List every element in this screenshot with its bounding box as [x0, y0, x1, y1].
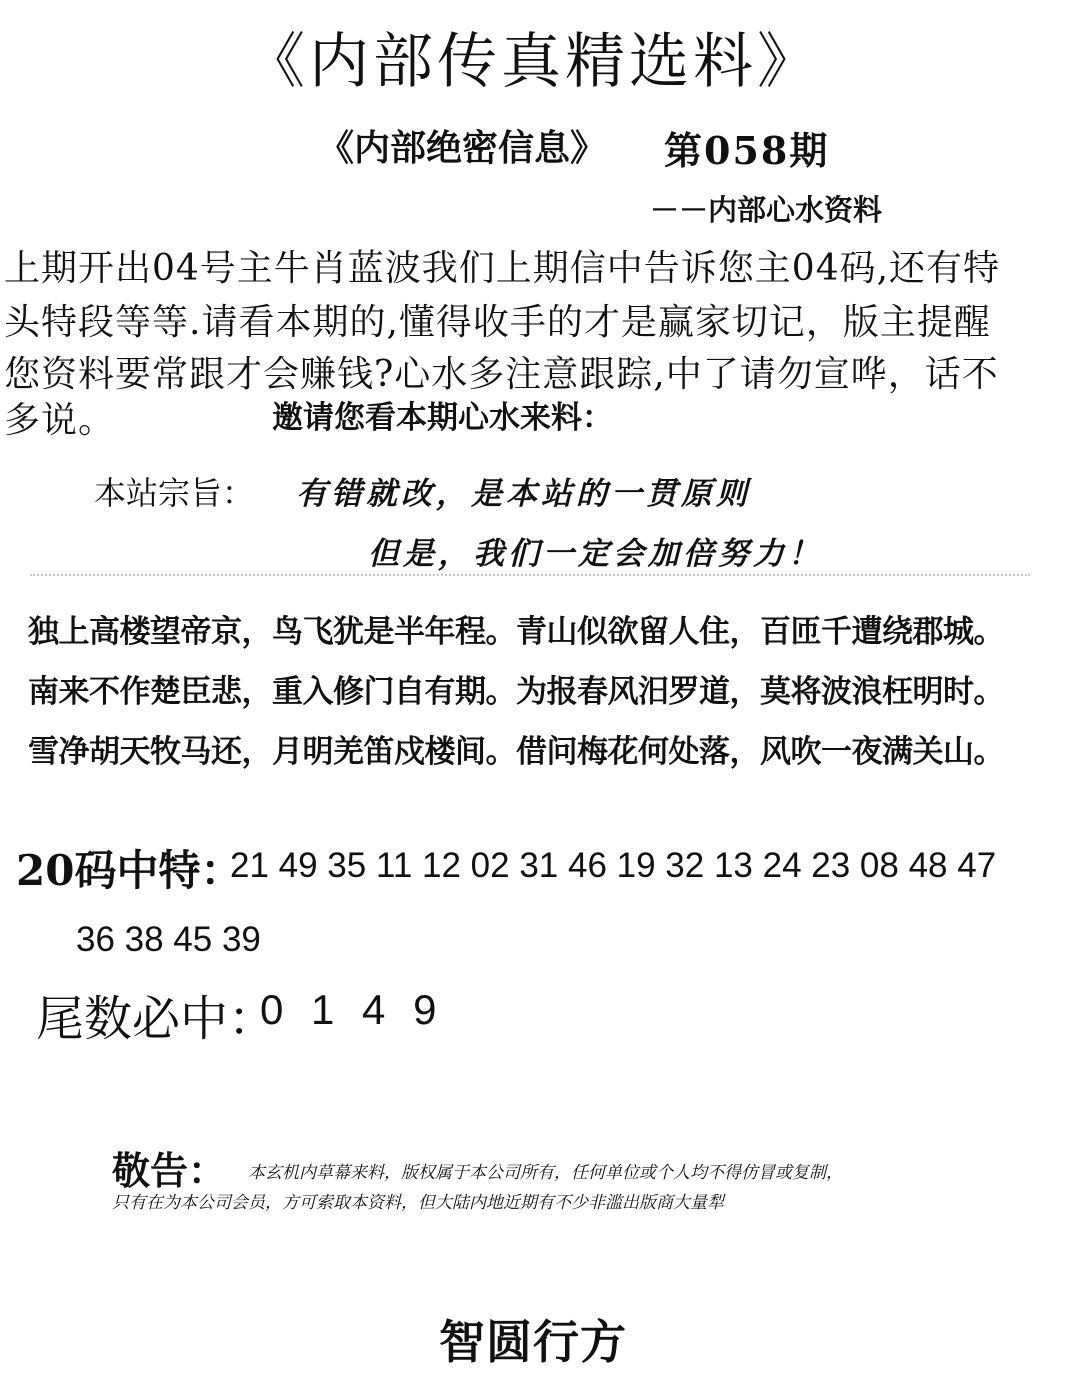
- tail-label: 尾数必中：: [36, 991, 277, 1047]
- intro-line: 多说。: [4, 400, 116, 441]
- intro-line: 上期开出04号主牛肖蓝波我们上期信中告诉您主04码,还有特: [4, 248, 1001, 289]
- footer-brand: 智圆行方: [439, 1315, 627, 1369]
- motto-line: 但是，我们一定会加倍努力！: [368, 536, 823, 572]
- invite-line: 邀请您看本期心水来料：: [272, 400, 613, 436]
- intro-line: 您资料要常跟才会赚钱?心水多注意跟踪,中了请勿宣哗，话不: [4, 354, 999, 395]
- intro-line: 头特段等等.请看本期的,懂得收手的才是赢家切记，版主提醒: [4, 302, 991, 343]
- notice-text: 本玄机内草幕来料，版权属于本公司所有，任何单位或个人均不得仿冒或复制，: [248, 1163, 843, 1183]
- numbers-line: 21 49 35 11 12 02 31 46 19 32 13 24 23 08 48 47: [230, 846, 997, 885]
- numbers-label: 20码中特：: [16, 846, 243, 895]
- numbers-line: 36 38 45 39: [76, 920, 261, 959]
- sub-title: 《内部绝密信息》: [318, 127, 607, 169]
- source-line: －－内部心水资料: [650, 193, 883, 227]
- poem-line: 南来不作楚臣悲，重入修门自有期。为报春风汨罗道，莫将波浪枉明时。: [28, 674, 1004, 710]
- tail-digits: 0 1 4 9: [260, 986, 437, 1033]
- poem-line: 独上高楼望帝京，鸟飞犹是半年程。青山似欲留人住，百匝千遭绕郡城。: [28, 614, 1004, 650]
- motto-label: 本站宗旨：: [94, 474, 255, 512]
- notice-label: 敬告：: [112, 1148, 227, 1193]
- issue-label: 第058期: [664, 128, 830, 173]
- motto-line: 有错就改，是本站的一贯原则: [296, 476, 751, 512]
- main-title: 《内部传真精选料》: [245, 27, 821, 97]
- notice-text: 只有在为本公司会员，方可索取本资料，但大陆内地近期有不少非滥出版商大量犁: [112, 1193, 724, 1213]
- poem-line: 雪净胡天牧马还，月明羌笛戍楼间。借问梅花何处落，风吹一夜满关山。: [28, 734, 1004, 770]
- divider: [30, 574, 1030, 582]
